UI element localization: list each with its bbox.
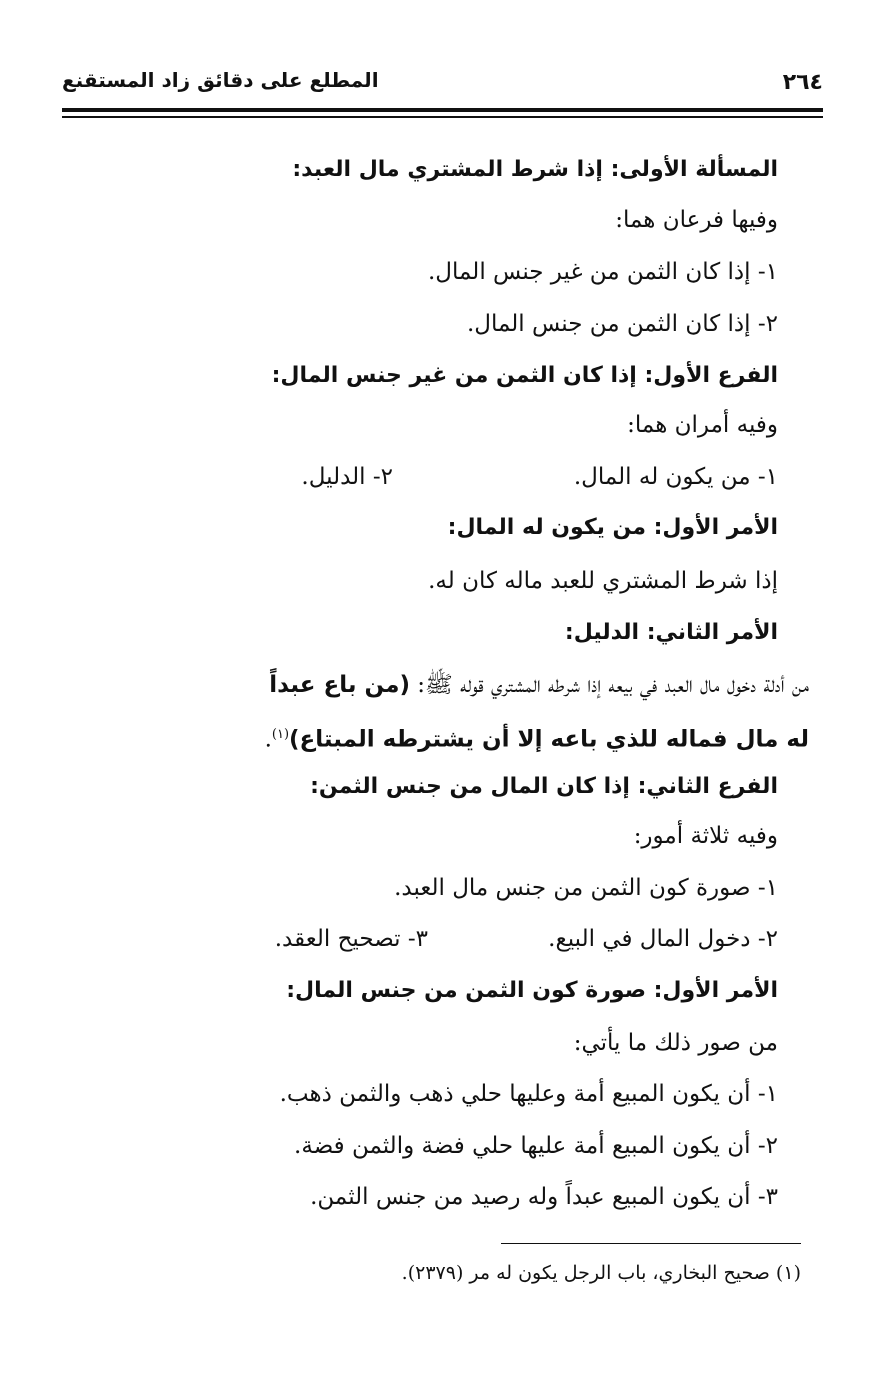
- evidence-line2: [265, 720, 809, 755]
- hadith-end: له مال فماله للذي باعه إلا أن يشترطه المبتاع): [289, 726, 809, 753]
- branch2-intro: وفيه ثلاثة أمور:: [633, 823, 778, 849]
- b1-matter1-heading: الأمر الأول: من يكون له المال:: [447, 515, 778, 540]
- branch1-item2: ٢- الدليل.: [301, 464, 393, 490]
- branch2-item3: ٣- تصحيح العقد.: [274, 926, 428, 952]
- b1-matter1-text: إذا شرط المشتري للعبد ماله كان له.: [428, 568, 778, 594]
- running-title: المطلع على دقائق زاد المستقنع: [62, 68, 379, 92]
- sentence-end: .: [264, 726, 272, 753]
- header-rule-thin: [62, 116, 823, 118]
- b2-example3: ٣- أن يكون المبيع عبداً وله رصيد من جنس الثمن.: [310, 1184, 778, 1210]
- issue1-heading: المسألة الأولى: إذا شرط المشتري مال العبد:: [292, 157, 778, 182]
- b2-matter1-heading: الأمر الأول: صورة كون الثمن من جنس المال:: [286, 978, 778, 1003]
- branch2-item2: ٢- دخول المال في البيع.: [548, 926, 778, 952]
- branch2-heading: الفرع الثاني: إذا كان المال من جنس الثمن:: [310, 774, 778, 799]
- b2-example2: ٢- أن يكون المبيع أمة عليها حلي فضة والثمن فضة.: [294, 1133, 778, 1159]
- header-rule-thick: [62, 108, 823, 112]
- evidence-line1: [50, 670, 809, 700]
- page-header: [62, 62, 823, 102]
- branch1-intro: وفيه أمران هما:: [627, 412, 778, 438]
- page-number: ٢٦٤: [782, 70, 823, 95]
- footnote-1: (١) صحيح البخاري، باب الرجل يكون له مر (٢٣٧٩).: [401, 1262, 801, 1284]
- issue1-item1: ١- إذا كان الثمن من غير جنس المال.: [427, 259, 778, 285]
- footnote-rule: [501, 1243, 801, 1244]
- branch1-item1: ١- من يكون له المال.: [573, 464, 778, 490]
- hadith-start: (من باع عبداً: [269, 672, 410, 698]
- footnote-marker: (١): [271, 727, 290, 742]
- evidence-text: من أدلة دخول مال العبد في بيعه إذا شرطه المشتري قوله ﷺ:: [409, 672, 809, 698]
- b2-matter1-intro: من صور ذلك ما يأتي:: [573, 1030, 778, 1056]
- branch1-heading: الفرع الأول: إذا كان الثمن من غير جنس المال:: [271, 363, 778, 388]
- b1-matter2-heading: الأمر الثاني: الدليل:: [564, 620, 778, 645]
- issue1-intro: وفيها فرعان هما:: [615, 207, 778, 233]
- branch2-item1: ١- صورة كون الثمن من جنس مال العبد.: [394, 875, 778, 901]
- issue1-item2: ٢- إذا كان الثمن من جنس المال.: [466, 311, 778, 337]
- b2-example1: ١- أن يكون المبيع أمة وعليها حلي ذهب والثمن ذهب.: [279, 1081, 778, 1107]
